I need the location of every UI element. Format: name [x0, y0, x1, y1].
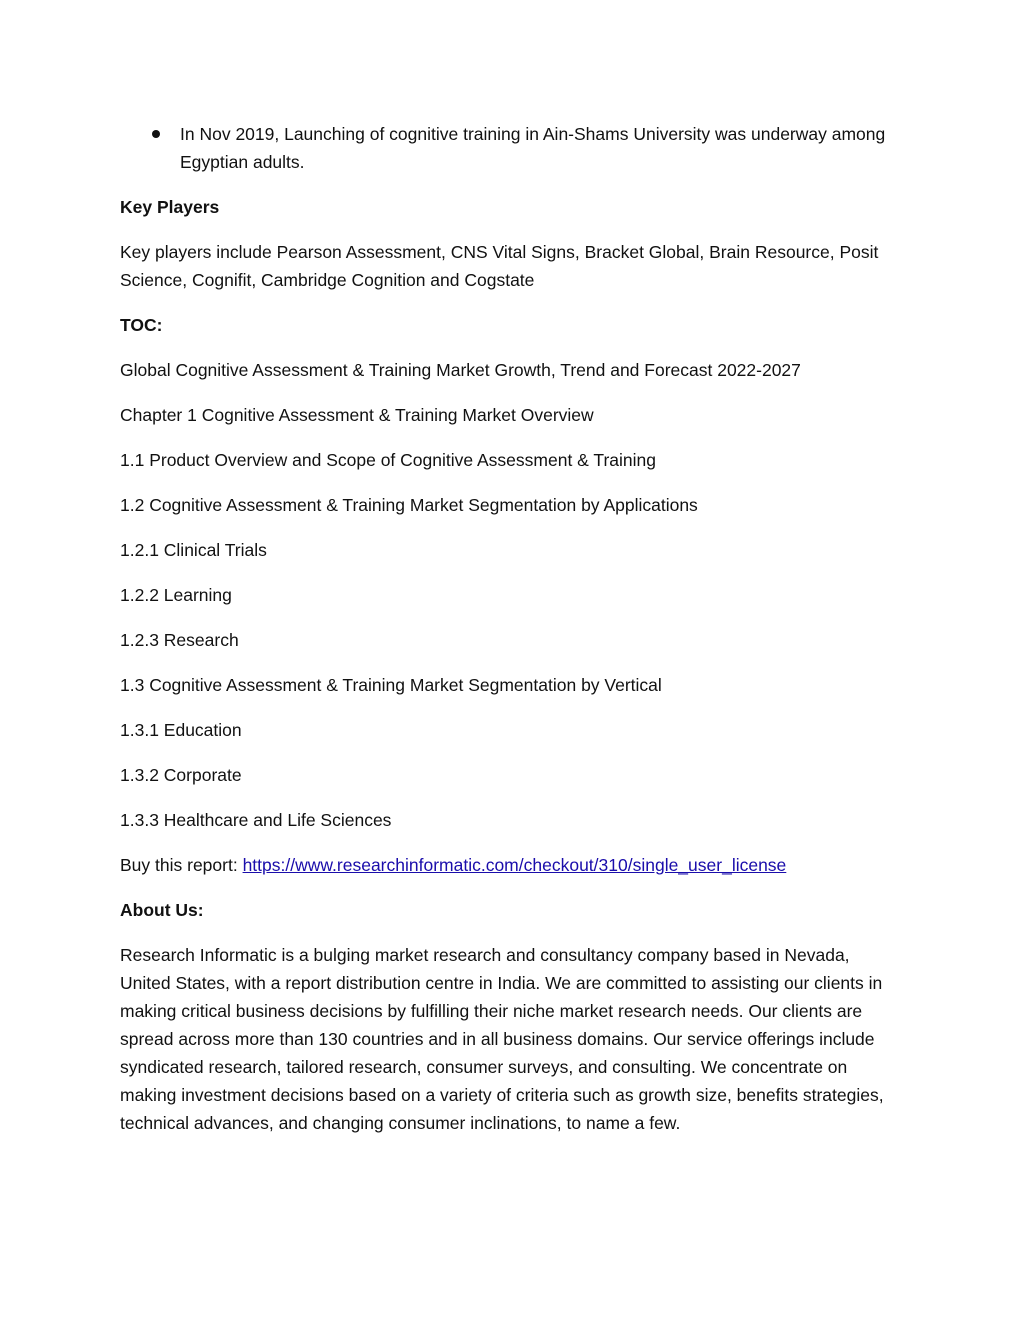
about-us-text: Research Informatic is a bulging market research and consultancy company based in Nevada, United States, with a report distribution centre in India. We are committed to assisting our clients in making critical business decisions by fulfilling their niche market research needs. Our clients are spread across more than 130 countries and in all business domains. Our service offerings include syndicated research, tailored research, consumer surveys, and consulting. We concentrate on making investment decisions based on a variety of criteria such as growth size, benefits strategies, technical advances, and changing consumer inclinations, to name a few. [120, 945, 884, 1133]
toc-item-1-1: 1.1 Product Overview and Scope of Cognitive Assessment & Training [120, 450, 656, 470]
key-players-text: Key players include Pearson Assessment, CNS Vital Signs, Bracket Global, Brain Resource, Posit Science, Cognifit, Cambridge Cognition and Cogstate [120, 242, 879, 290]
toc-heading: TOC: [120, 315, 163, 335]
bullet-text: In Nov 2019, Launching of cognitive training in Ain-Shams University was underway among Egyptian adults. [180, 124, 886, 172]
toc-title: Global Cognitive Assessment & Training Market Growth, Trend and Forecast 2022-2027 [120, 360, 801, 380]
toc-item-1-3-1: 1.3.1 Education [120, 720, 242, 740]
toc-item-1-2-2: 1.2.2 Learning [120, 585, 232, 605]
toc-item-1-2: 1.2 Cognitive Assessment & Training Market Segmentation by Applications [120, 495, 698, 515]
about-us-heading: About Us: [120, 900, 204, 920]
toc-item-1-3-2: 1.3.2 Corporate [120, 765, 242, 785]
bullet-item [120, 120, 900, 176]
toc-item-1-3: 1.3 Cognitive Assessment & Training Market Segmentation by Vertical [120, 675, 662, 695]
toc-item-1-2-3: 1.2.3 Research [120, 630, 239, 650]
toc-item-1-2-1: 1.2.1 Clinical Trials [120, 540, 267, 560]
bullet-dot-icon [152, 130, 160, 138]
document-page [120, 120, 900, 1154]
key-players-heading: Key Players [120, 197, 220, 217]
toc-chapter-1: Chapter 1 Cognitive Assessment & Training Market Overview [120, 405, 594, 425]
buy-report-line [120, 851, 900, 879]
buy-report-label: Buy this report: [120, 855, 243, 875]
toc-item-1-3-3: 1.3.3 Healthcare and Life Sciences [120, 810, 392, 830]
buy-report-link[interactable]: https://www.researchinformatic.com/checkout/310/single_user_license [242, 855, 787, 875]
